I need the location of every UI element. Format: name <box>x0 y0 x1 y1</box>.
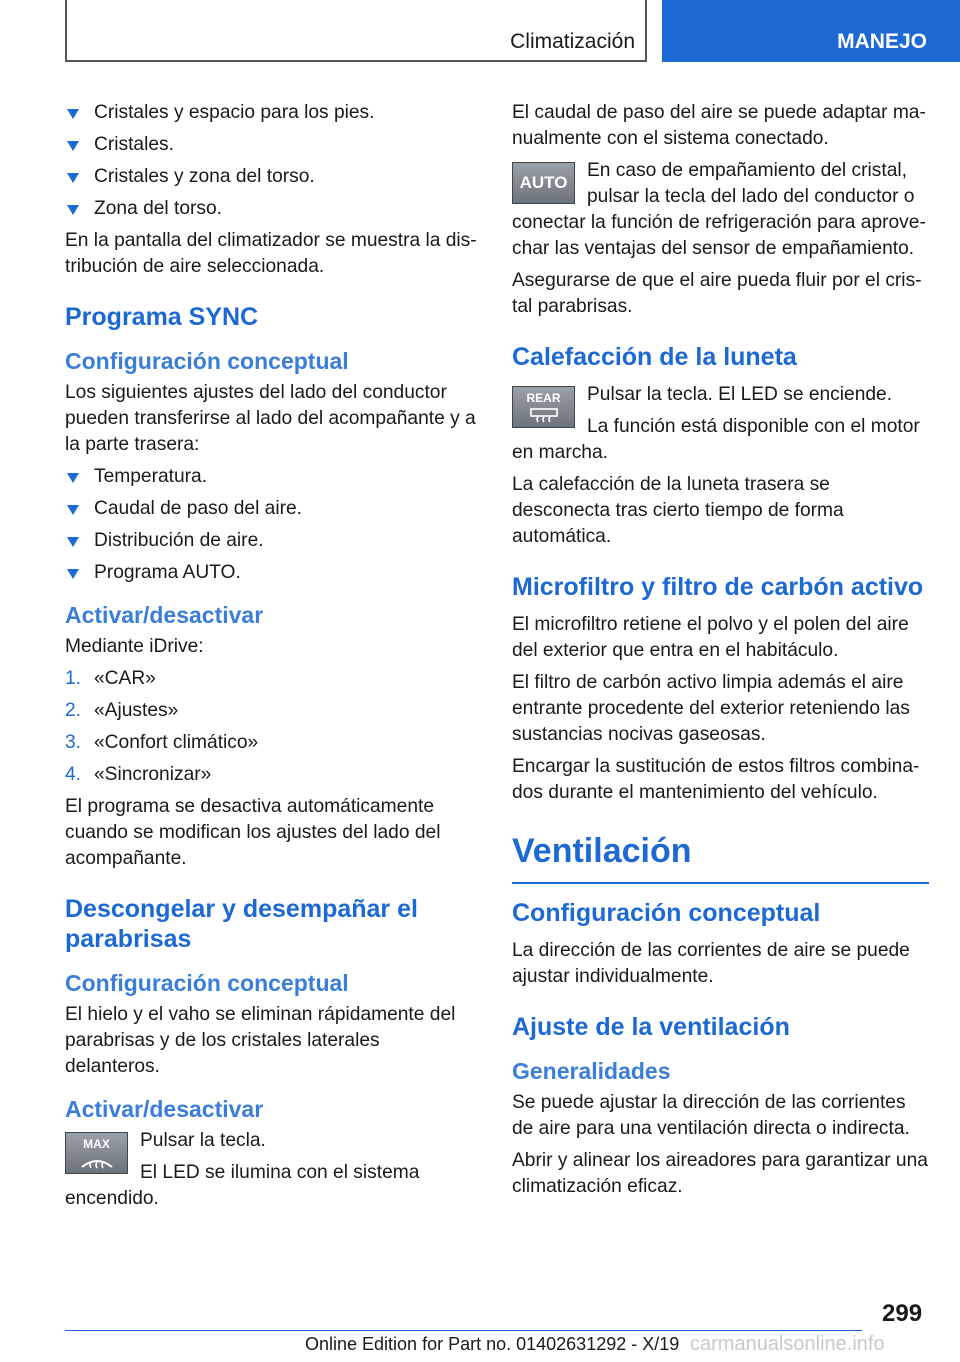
paragraph: Asegurarse de que el aire pueda fluir por el cristal parabrisas. <box>512 270 922 317</box>
footer-divider <box>65 1330 862 1331</box>
rear-window-heat-icon <box>526 407 562 423</box>
paragraph: El caudal de paso del aire se puede adaptar manualmente con el sistema conectado. <box>512 102 926 149</box>
list-item: 1. «CAR» <box>65 668 156 689</box>
triangle-bullet-icon <box>67 205 79 215</box>
paragraph: En la pantalla del climatizador se muestra la distribución de aire seleccionada. <box>65 230 477 277</box>
heading-config: Configuración conceptual <box>512 899 821 927</box>
triangle-bullet-icon <box>67 537 79 547</box>
triangle-bullet-icon <box>67 109 79 119</box>
list-item: Cristales y espacio para los pies. <box>65 100 478 126</box>
paragraph: El LED se ilumina con el sistema encendido. <box>65 1162 420 1209</box>
subheading-config: Configuración conceptual <box>65 970 349 996</box>
list-item: 3. «Confort climático» <box>65 732 259 753</box>
paragraph: La dirección de las corrientes de aire se puede ajustar individualmente. <box>512 940 910 987</box>
auto-button-icon: AUTO <box>512 162 575 204</box>
chapter-tab[interactable]: MANEJO <box>662 0 960 62</box>
right-column <box>512 100 929 1206</box>
paragraph: Abrir y alinear los aireadores para garantizar una climatización eficaz. <box>512 1150 928 1197</box>
heading-adjust-ventilation: Ajuste de la ventilación <box>512 1013 790 1041</box>
list-item: Cristales y zona del torso. <box>65 164 478 190</box>
triangle-bullet-icon <box>67 141 79 151</box>
left-column <box>65 100 478 1218</box>
list-item: Temperatura. <box>65 464 478 490</box>
section-title: Climatización <box>510 30 635 53</box>
edition-text: Online Edition for Part no. 01402631292 - X/19 <box>305 1334 680 1354</box>
paragraph: El filtro de carbón activo limpia además el aire entrante procedente del exterior reteniendo las sustancias nocivas gaseosas. <box>512 672 910 745</box>
list-item: Distribución de aire. <box>65 528 478 554</box>
subheading-activate: Activar/desactivar <box>65 1096 264 1122</box>
list-item: 4. «Sincronizar» <box>65 764 212 785</box>
sync-settings-list <box>65 464 478 586</box>
paragraph: En caso de empañamiento del cristal, pulsar la tecla del lado del conductor o conectar la función de refrigeración para aprovechar las ventajas del sensor de empañamiento. <box>512 160 926 259</box>
paragraph: Encargar la sustitución de estos filtros combinados durante el mantenimiento del vehículo. <box>512 756 920 803</box>
max-defrost-button-icon: MAX <box>65 1132 128 1174</box>
list-item: 2. «Ajustes» <box>65 700 179 721</box>
list-item: Caudal de paso del aire. <box>65 496 478 522</box>
list-item: Zona del torso. <box>65 196 478 222</box>
subheading-general: Generalidades <box>512 1058 671 1084</box>
heading-sync: Programa SYNC <box>65 303 259 331</box>
idrive-steps <box>65 666 478 788</box>
watermark: carmanualsonline.info <box>690 1333 885 1355</box>
heading-defrost: Descongelar y desempañar el parabrisas <box>65 895 418 953</box>
triangle-bullet-icon <box>67 473 79 483</box>
heading-ventilation: Ventilación <box>512 828 929 884</box>
triangle-bullet-icon <box>67 569 79 579</box>
paragraph: Mediante iDrive: <box>65 636 204 657</box>
heading-filters: Microfiltro y filtro de carbón activo <box>512 573 924 601</box>
paragraph: La función está disponible con el motor en marcha. <box>512 416 920 463</box>
paragraph: Pulsar la tecla. El LED se enciende. <box>587 384 893 405</box>
paragraph: Pulsar la tecla. <box>140 1130 266 1151</box>
rear-defrost-button-icon: REAR <box>512 386 575 428</box>
paragraph: La calefacción de la luneta trasera se desconecta tras cierto tiempo de forma automática. <box>512 474 844 547</box>
paragraph: Los siguientes ajustes del lado del conductor pueden transferirse al lado del acompañante y a la parte trasera: <box>65 382 476 455</box>
paragraph: El programa se desactiva automáticamente cuando se modifican los ajustes del lado del acompañante. <box>65 796 441 869</box>
heading-rear-window: Calefacción de la luneta <box>512 343 797 371</box>
windshield-heat-icon <box>79 1153 115 1169</box>
triangle-bullet-icon <box>67 505 79 515</box>
subheading-activate: Activar/desactivar <box>65 602 264 628</box>
air-distribution-list <box>65 100 478 222</box>
list-item: Programa AUTO. <box>65 560 478 586</box>
page-number: 299 <box>882 1300 923 1327</box>
paragraph: El hielo y el vaho se eliminan rápidamente del parabrisas y de los cristales laterales delanteros. <box>65 1004 456 1077</box>
paragraph: Se puede ajustar la dirección de las corrientes de aire para una ventilación directa o indirecta. <box>512 1092 910 1139</box>
triangle-bullet-icon <box>67 173 79 183</box>
list-item: Cristales. <box>65 132 478 158</box>
subheading-config: Configuración conceptual <box>65 348 349 374</box>
paragraph: El microfiltro retiene el polvo y el polen del aire del exterior que entra en el habitáculo. <box>512 614 909 661</box>
